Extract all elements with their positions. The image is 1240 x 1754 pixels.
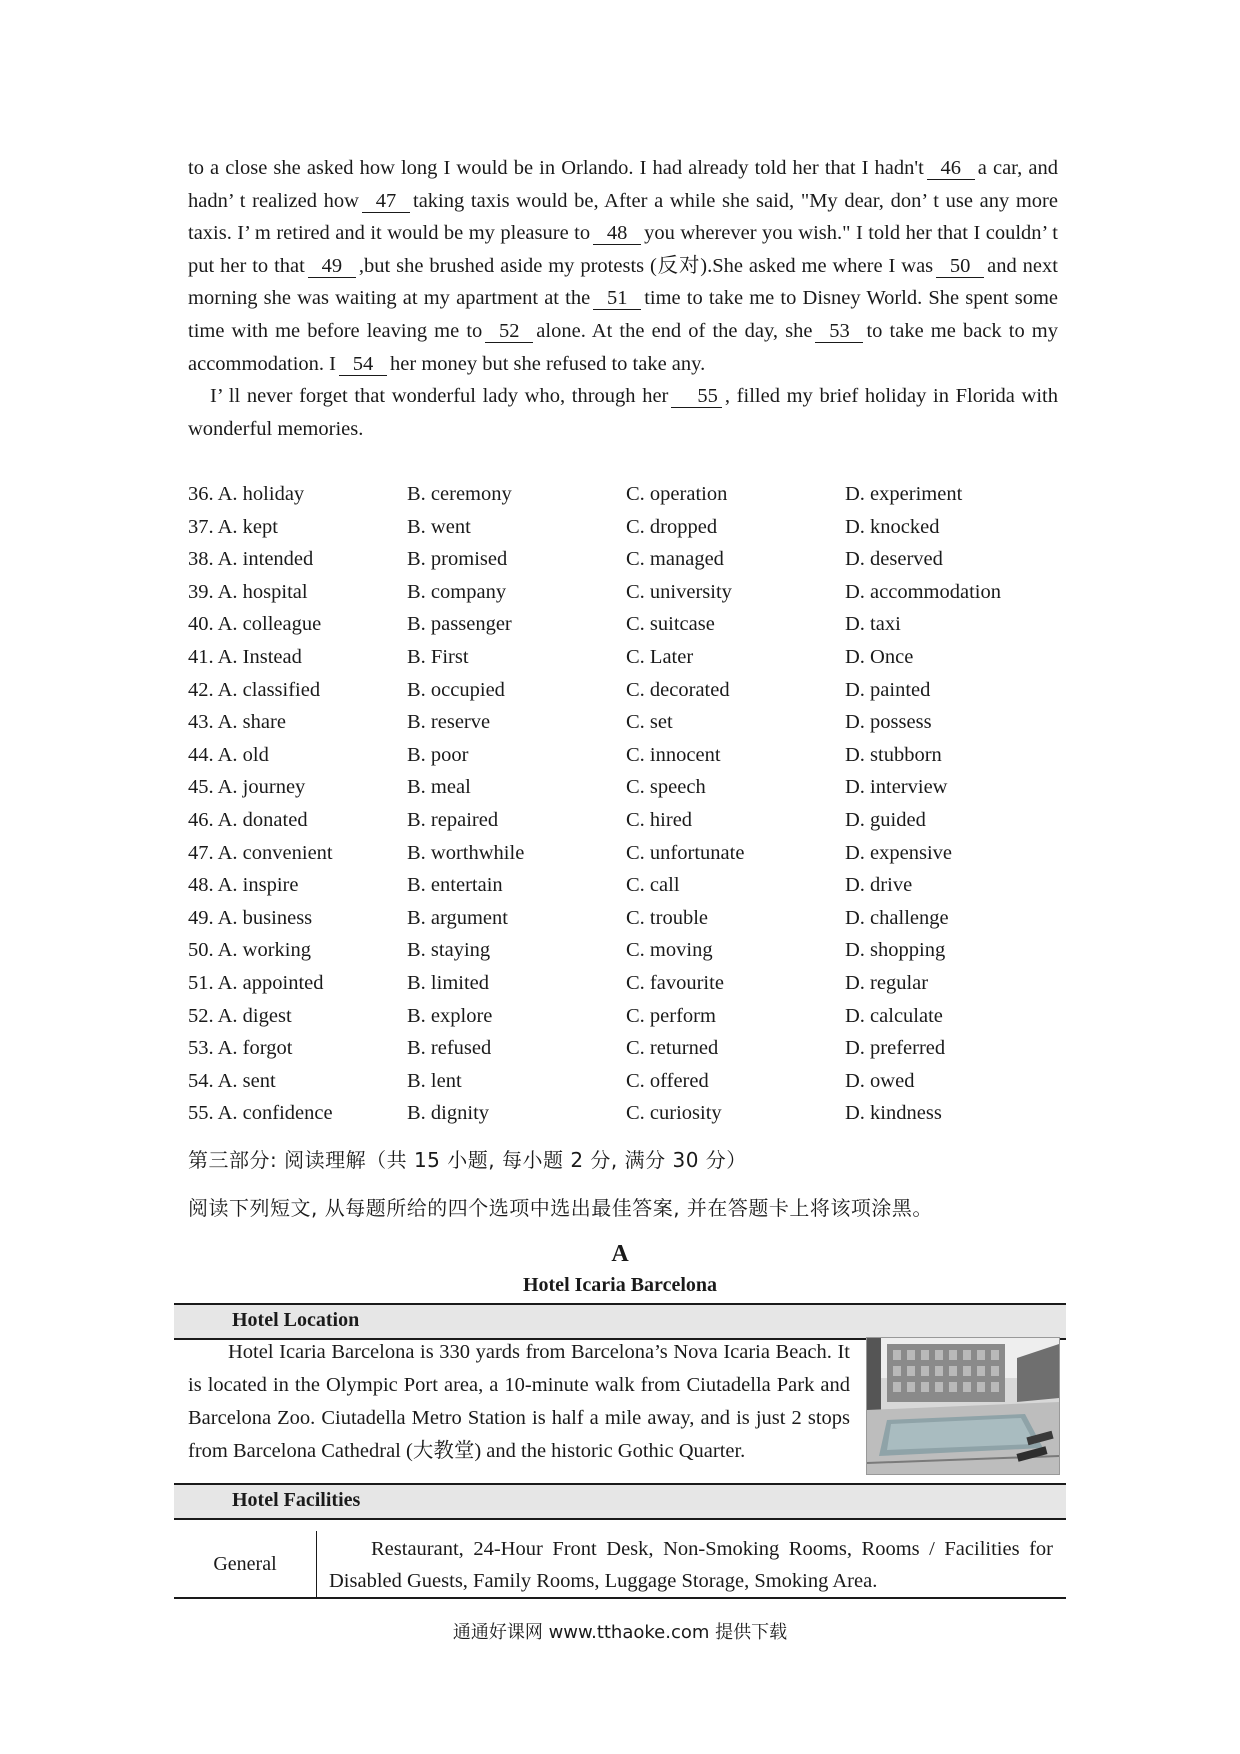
- passage-paragraph-1: [188, 152, 1058, 380]
- passage-text: taking taxis would be, After a while she said, "My dear, don’ t use any more taxis. I’ m retired and it would be my pleasure to: [188, 189, 1058, 245]
- option-c: C. speech: [626, 776, 706, 799]
- location-header-bar: [174, 1305, 1066, 1338]
- option-a: 46. A. donated: [188, 808, 308, 831]
- option-d: D. owed: [845, 1069, 915, 1092]
- option-a: 52. A. digest: [188, 1004, 292, 1027]
- option-b: B. entertain: [407, 874, 503, 897]
- blank-47: 47: [362, 190, 410, 213]
- option-b: B. meal: [407, 776, 471, 799]
- option-row: [188, 543, 1068, 576]
- option-d: D. experiment: [845, 483, 963, 505]
- option-d: D. stubborn: [845, 743, 942, 766]
- passage-text: you wherever you wish." I told her that I couldn’ t put her to that: [188, 222, 1058, 277]
- option-b: B. lent: [407, 1069, 462, 1092]
- option-b: B. poor: [407, 743, 469, 766]
- option-a: 41. A. Instead: [188, 645, 302, 668]
- option-row: [188, 804, 1068, 837]
- blank-49: 49: [308, 255, 356, 278]
- option-c: C. favourite: [626, 971, 724, 994]
- option-b: B. worthwhile: [407, 841, 525, 864]
- option-row: [188, 674, 1068, 707]
- option-b: B. argument: [407, 906, 508, 929]
- option-c: C. innocent: [626, 743, 721, 766]
- option-a: 44. A. old: [188, 743, 269, 766]
- option-c: C. returned: [626, 1037, 719, 1060]
- option-row: [188, 934, 1068, 967]
- passage-text: ,but she brushed aside my protests (反对).She asked me where I was: [358, 254, 934, 277]
- option-c: C. set: [626, 711, 673, 734]
- option-a: 45. A. journey: [188, 776, 306, 799]
- option-d: D. kindness: [845, 1102, 942, 1125]
- blank-53: 53: [815, 320, 863, 343]
- option-b: B. dignity: [407, 1102, 490, 1125]
- option-b: B. limited: [407, 971, 489, 994]
- option-c: C. university: [626, 580, 732, 603]
- blank-51: 51: [593, 287, 641, 310]
- option-b: B. repaired: [407, 808, 499, 831]
- option-row: [188, 869, 1068, 902]
- page-footer: 通通好课网 www.tthaoke.com 提供下载: [452, 1622, 788, 1643]
- section-heading: 第三部分: 阅读理解（共 15 小题, 每小题 2 分, 满分 30 分）: [188, 1148, 747, 1172]
- option-d: D. knocked: [845, 515, 940, 538]
- option-c: C. decorated: [626, 678, 730, 701]
- hotel-pool-image: [867, 1338, 1059, 1474]
- blank-50: 50: [936, 255, 984, 278]
- passage-text: her money but she refused to take any.: [390, 352, 706, 375]
- option-d: D. guided: [845, 808, 926, 831]
- option-b: B. ceremony: [407, 483, 512, 505]
- location-description: [188, 1336, 850, 1468]
- option-a: 37. A. kept: [188, 515, 278, 538]
- option-row: [188, 739, 1068, 772]
- passage-text: time to take me to Disney World. She spent some time with me before leaving me to: [188, 287, 1058, 342]
- option-a: 53. A. forgot: [188, 1037, 293, 1060]
- section-instruction: 阅读下列短文, 从每题所给的四个选项中选出最佳答案, 并在答题卡上将该项涂黑。: [188, 1196, 933, 1220]
- option-a: 54. A. sent: [188, 1069, 276, 1092]
- blank-48: 48: [593, 222, 641, 245]
- option-b: B. went: [407, 515, 471, 538]
- option-a: 39. A. hospital: [188, 580, 308, 603]
- option-d: D. regular: [845, 971, 929, 994]
- option-c: C. managed: [626, 548, 724, 571]
- option-d: D. possess: [845, 711, 932, 734]
- option-row: [188, 608, 1068, 641]
- passage-text: and next morning she was waiting at my apartment at the: [188, 254, 1058, 310]
- option-row: [188, 967, 1068, 1000]
- passage-paragraph-2: [188, 380, 1058, 445]
- option-d: D. calculate: [845, 1004, 943, 1027]
- option-b: B. staying: [407, 939, 491, 962]
- facilities-rule: [174, 1518, 1066, 1520]
- option-d: D. painted: [845, 678, 931, 701]
- answer-options-list: [188, 478, 1068, 1130]
- option-c: C. dropped: [626, 515, 718, 538]
- option-c: C. call: [626, 874, 680, 897]
- location-text: Hotel Icaria Barcelona is 330 yards from Barcelona’s Nova Icaria Beach. It is located in the Olympic Port area, a 10-minute walk from Ciutadella Park and Barcelona Zoo. Ciutadella Metro Station is half a mile away, and is just 2 stops from Barcelona Cathedral (大教堂) and the historic Gothic Quarter.: [188, 1341, 850, 1462]
- option-a: 55. A. confidence: [188, 1102, 333, 1125]
- option-a: 42. A. classified: [188, 678, 321, 701]
- option-row: [188, 902, 1068, 935]
- option-a: 36. A. holiday: [188, 483, 305, 505]
- option-b: B. First: [407, 645, 469, 668]
- option-d: D. interview: [845, 776, 948, 799]
- option-c: C. perform: [626, 1004, 716, 1027]
- option-c: C. Later: [626, 645, 694, 668]
- option-row: [188, 641, 1068, 674]
- option-row: [188, 576, 1068, 609]
- option-b: B. reserve: [407, 711, 491, 734]
- option-b: B. occupied: [407, 678, 505, 701]
- option-a: 50. A. working: [188, 939, 311, 962]
- facilities-header-bar: [174, 1485, 1066, 1518]
- option-row: [188, 837, 1068, 870]
- option-b: B. promised: [407, 548, 508, 571]
- option-c: C. unfortunate: [626, 841, 745, 864]
- passage-text: to take me back to my accommodation. I: [188, 319, 1059, 375]
- hotel-title: Hotel Icaria Barcelona: [522, 1274, 718, 1296]
- option-d: D. drive: [845, 874, 913, 897]
- option-d: D. shopping: [845, 939, 946, 962]
- option-c: C. curiosity: [626, 1102, 722, 1125]
- option-b: B. refused: [407, 1037, 492, 1060]
- blank-52: 52: [485, 320, 533, 343]
- blank-46: 46: [927, 157, 975, 180]
- option-b: B. company: [407, 580, 507, 603]
- option-row: [188, 1000, 1068, 1033]
- table-bottom-rule: [174, 1597, 1066, 1599]
- option-a: 38. A. intended: [188, 548, 314, 571]
- option-row: [188, 1065, 1068, 1098]
- option-d: D. preferred: [845, 1037, 946, 1060]
- option-row: [188, 478, 1068, 511]
- option-row: [188, 706, 1068, 739]
- option-c: C. trouble: [626, 906, 708, 929]
- option-b: B. passenger: [407, 613, 512, 636]
- option-c: C. moving: [626, 939, 713, 962]
- option-c: C. suitcase: [626, 613, 715, 636]
- facilities-table: [174, 1531, 1066, 1597]
- option-d: D. expensive: [845, 841, 953, 864]
- option-d: D. deserved: [845, 548, 943, 571]
- option-row: [188, 1032, 1068, 1065]
- option-c: C. offered: [626, 1069, 709, 1092]
- option-d: D. challenge: [845, 906, 949, 929]
- option-row: [188, 511, 1068, 544]
- passage-label: A: [611, 1241, 629, 1267]
- passage-text: I’ ll never forget that wonderful lady who, through her: [210, 385, 669, 408]
- option-d: D. accommodation: [845, 580, 1001, 603]
- option-a: 48. A. inspire: [188, 874, 299, 897]
- option-row: [188, 771, 1068, 804]
- blank-55: 55: [671, 385, 722, 408]
- option-a: 40. A. colleague: [188, 613, 322, 636]
- option-b: B. explore: [407, 1004, 493, 1027]
- facility-value-text: Restaurant, 24-Hour Front Desk, Non-Smoking Rooms, Rooms / Facilities for Disabled Guests, Family Rooms, Luggage Storage, Smoking Area.: [329, 1538, 1053, 1592]
- option-d: D. Once: [845, 645, 914, 668]
- option-row: [188, 1097, 1068, 1130]
- option-c: C. hired: [626, 808, 693, 831]
- facility-label-general: General: [174, 1531, 317, 1597]
- cloze-passage: [188, 152, 1058, 445]
- passage-text: a car, and hadn’ t realized how: [188, 157, 1058, 212]
- passage-text: to a close she asked how long I would be in Orlando. I had already told her that I hadn't: [188, 157, 924, 179]
- facility-value-general: [329, 1533, 1053, 1597]
- option-a: 49. A. business: [188, 906, 313, 929]
- hotel-pool-photo: [866, 1337, 1060, 1475]
- option-a: 47. A. convenient: [188, 841, 333, 864]
- option-a: 51. A. appointed: [188, 971, 324, 994]
- blank-54: 54: [339, 353, 387, 376]
- passage-text: alone. At the end of the day, she: [536, 319, 813, 342]
- option-d: D. taxi: [845, 613, 901, 636]
- passage-text: , filled my brief holiday in Florida with wonderful memories.: [188, 385, 1058, 440]
- facilities-heading: Hotel Facilities: [232, 1489, 361, 1511]
- option-a: 43. A. share: [188, 711, 286, 734]
- location-heading: Hotel Location: [232, 1309, 360, 1331]
- option-c: C. operation: [626, 483, 728, 505]
